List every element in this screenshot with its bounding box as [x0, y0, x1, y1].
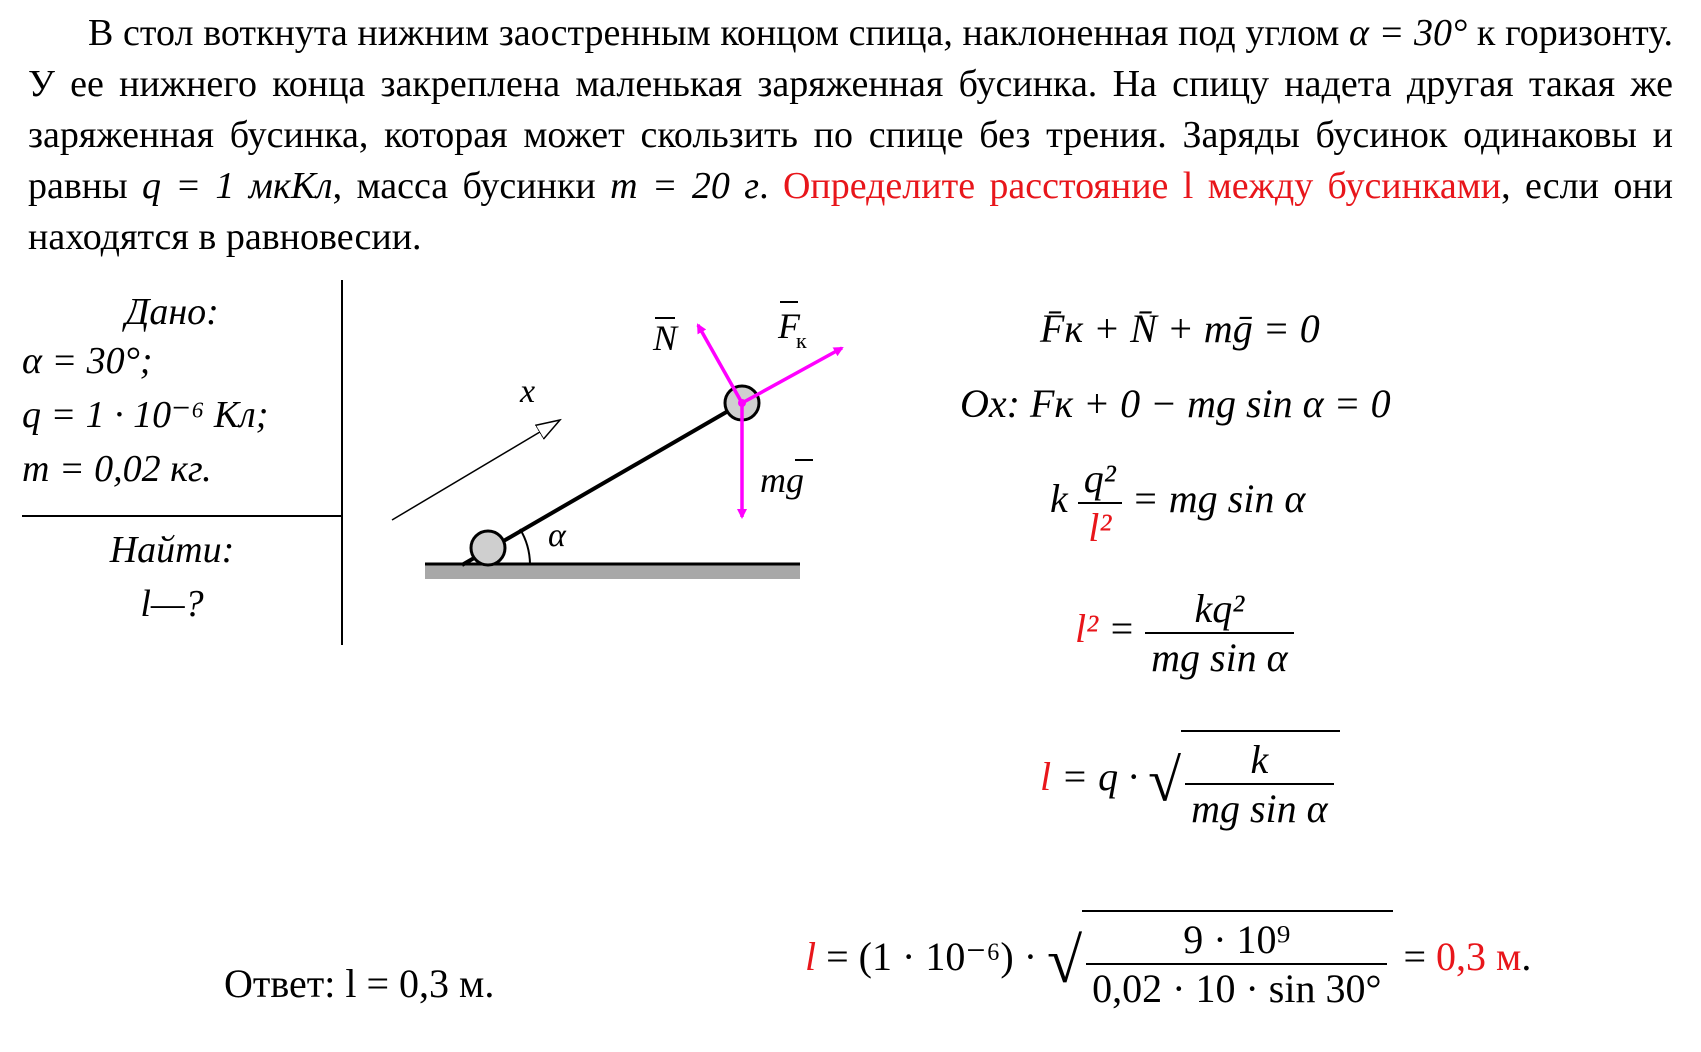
- eq6-sqrt-body: [1082, 910, 1393, 1012]
- normal-force-arrow: [698, 325, 742, 403]
- eq4-fraction: [1145, 585, 1294, 681]
- given-header: Дано:: [125, 291, 219, 333]
- equation-l-squared: [1075, 585, 1294, 681]
- eq6-sqrt-sign: √: [1047, 925, 1083, 996]
- find-header: Найти:: [109, 529, 235, 571]
- given-block: [22, 290, 342, 496]
- eq3-k: k: [1050, 476, 1068, 522]
- x-axis-arrow: [392, 420, 560, 520]
- eq3-rhs: = mg sin α: [1131, 476, 1306, 522]
- eq5-sqrt-body: [1181, 730, 1340, 832]
- coulomb-force-label: F: [778, 306, 800, 346]
- eq6-numerator: 9 · 10⁹: [1183, 917, 1291, 962]
- eq4-numerator: kq²: [1194, 586, 1245, 631]
- eq6-denominator: 0,02 · 10 · sin 30°: [1086, 963, 1387, 1012]
- problem-part2: к горизонту. У ее нижнего конца закреплена маленькая заряженная бусинка. На спицу надета другая такая же заряженная бусинка, которая может скользить по спице без трения. Заряды бусинок одинаковы и равны: [28, 12, 1673, 207]
- eq4-eq: =: [1108, 606, 1136, 652]
- given-q: q = 1 · 10⁻⁶ Кл;: [22, 394, 269, 436]
- physics-diagram: [370, 280, 860, 600]
- problem-part3: , масса бусинки: [332, 165, 611, 207]
- given-alpha: α = 30°;: [22, 340, 153, 382]
- equation-ox-projection: Ox: Fк + 0 − mg sin α = 0: [960, 381, 1391, 426]
- problem-statement: [28, 8, 1673, 263]
- given-vertical-divider: [341, 280, 343, 645]
- fixed-bead: [471, 531, 505, 565]
- eq6-lhs: l: [805, 934, 817, 980]
- given-m: m = 0,02 кг.: [22, 448, 212, 490]
- problem-m: m = 20 г: [610, 165, 760, 207]
- eq5-lhs: l: [1040, 754, 1052, 800]
- eq6-end: .: [1521, 934, 1532, 980]
- eq5-fraction: [1185, 736, 1334, 832]
- eq6-result: 0,3 м: [1436, 934, 1522, 980]
- eq4-denominator: mg sin α: [1145, 632, 1294, 681]
- equation-coulomb-law: [1050, 455, 1305, 551]
- coulomb-force-subscript: к: [796, 328, 807, 353]
- problem-part5: , если они находятся в равновесии.: [28, 165, 1673, 258]
- table-surface: [425, 565, 800, 579]
- angle-label: α: [548, 517, 566, 554]
- eq5-numerator: k: [1250, 737, 1269, 782]
- eq6-fraction: [1086, 916, 1387, 1012]
- eq5-sqrt-sign: √: [1148, 747, 1182, 814]
- problem-q: q = 1 мкКл: [142, 165, 333, 207]
- eq5-denominator: mg sin α: [1185, 783, 1334, 832]
- angle-arc: [520, 529, 530, 564]
- problem-part4: .: [759, 165, 783, 207]
- find-value: l—?: [140, 583, 204, 625]
- answer-line: Ответ: l = 0,3 м.: [224, 961, 495, 1006]
- eq3-fraction: [1078, 455, 1122, 551]
- equation-forces-sum: F̄к + N̄ + mḡ = 0: [1040, 306, 1320, 351]
- eq3-denominator: l²: [1078, 502, 1122, 551]
- eq5-mid: = q ·: [1061, 754, 1139, 800]
- problem-alpha: α = 30°: [1349, 12, 1468, 54]
- bead-center-dot: [738, 399, 746, 407]
- gravity-force-label: mg: [760, 460, 804, 500]
- normal-force-label: N: [653, 318, 678, 358]
- equation-l-numeric: [805, 910, 1531, 1012]
- eq3-numerator: q²: [1083, 456, 1116, 501]
- equation-l-formula: [1040, 730, 1340, 832]
- problem-question: Определите расстояние l между бусинками: [782, 165, 1502, 207]
- given-horizontal-divider: [22, 515, 342, 517]
- coulomb-force-arrow: [742, 348, 842, 403]
- x-axis-label: x: [520, 373, 536, 410]
- eq6-eq: =: [1403, 934, 1427, 980]
- problem-part1: В стол воткнута нижним заостренным концом спица, наклоненная под углом: [88, 12, 1349, 54]
- eq4-lhs: l²: [1075, 606, 1099, 652]
- eq6-mid: = (1 · 10⁻⁶) ·: [826, 934, 1038, 980]
